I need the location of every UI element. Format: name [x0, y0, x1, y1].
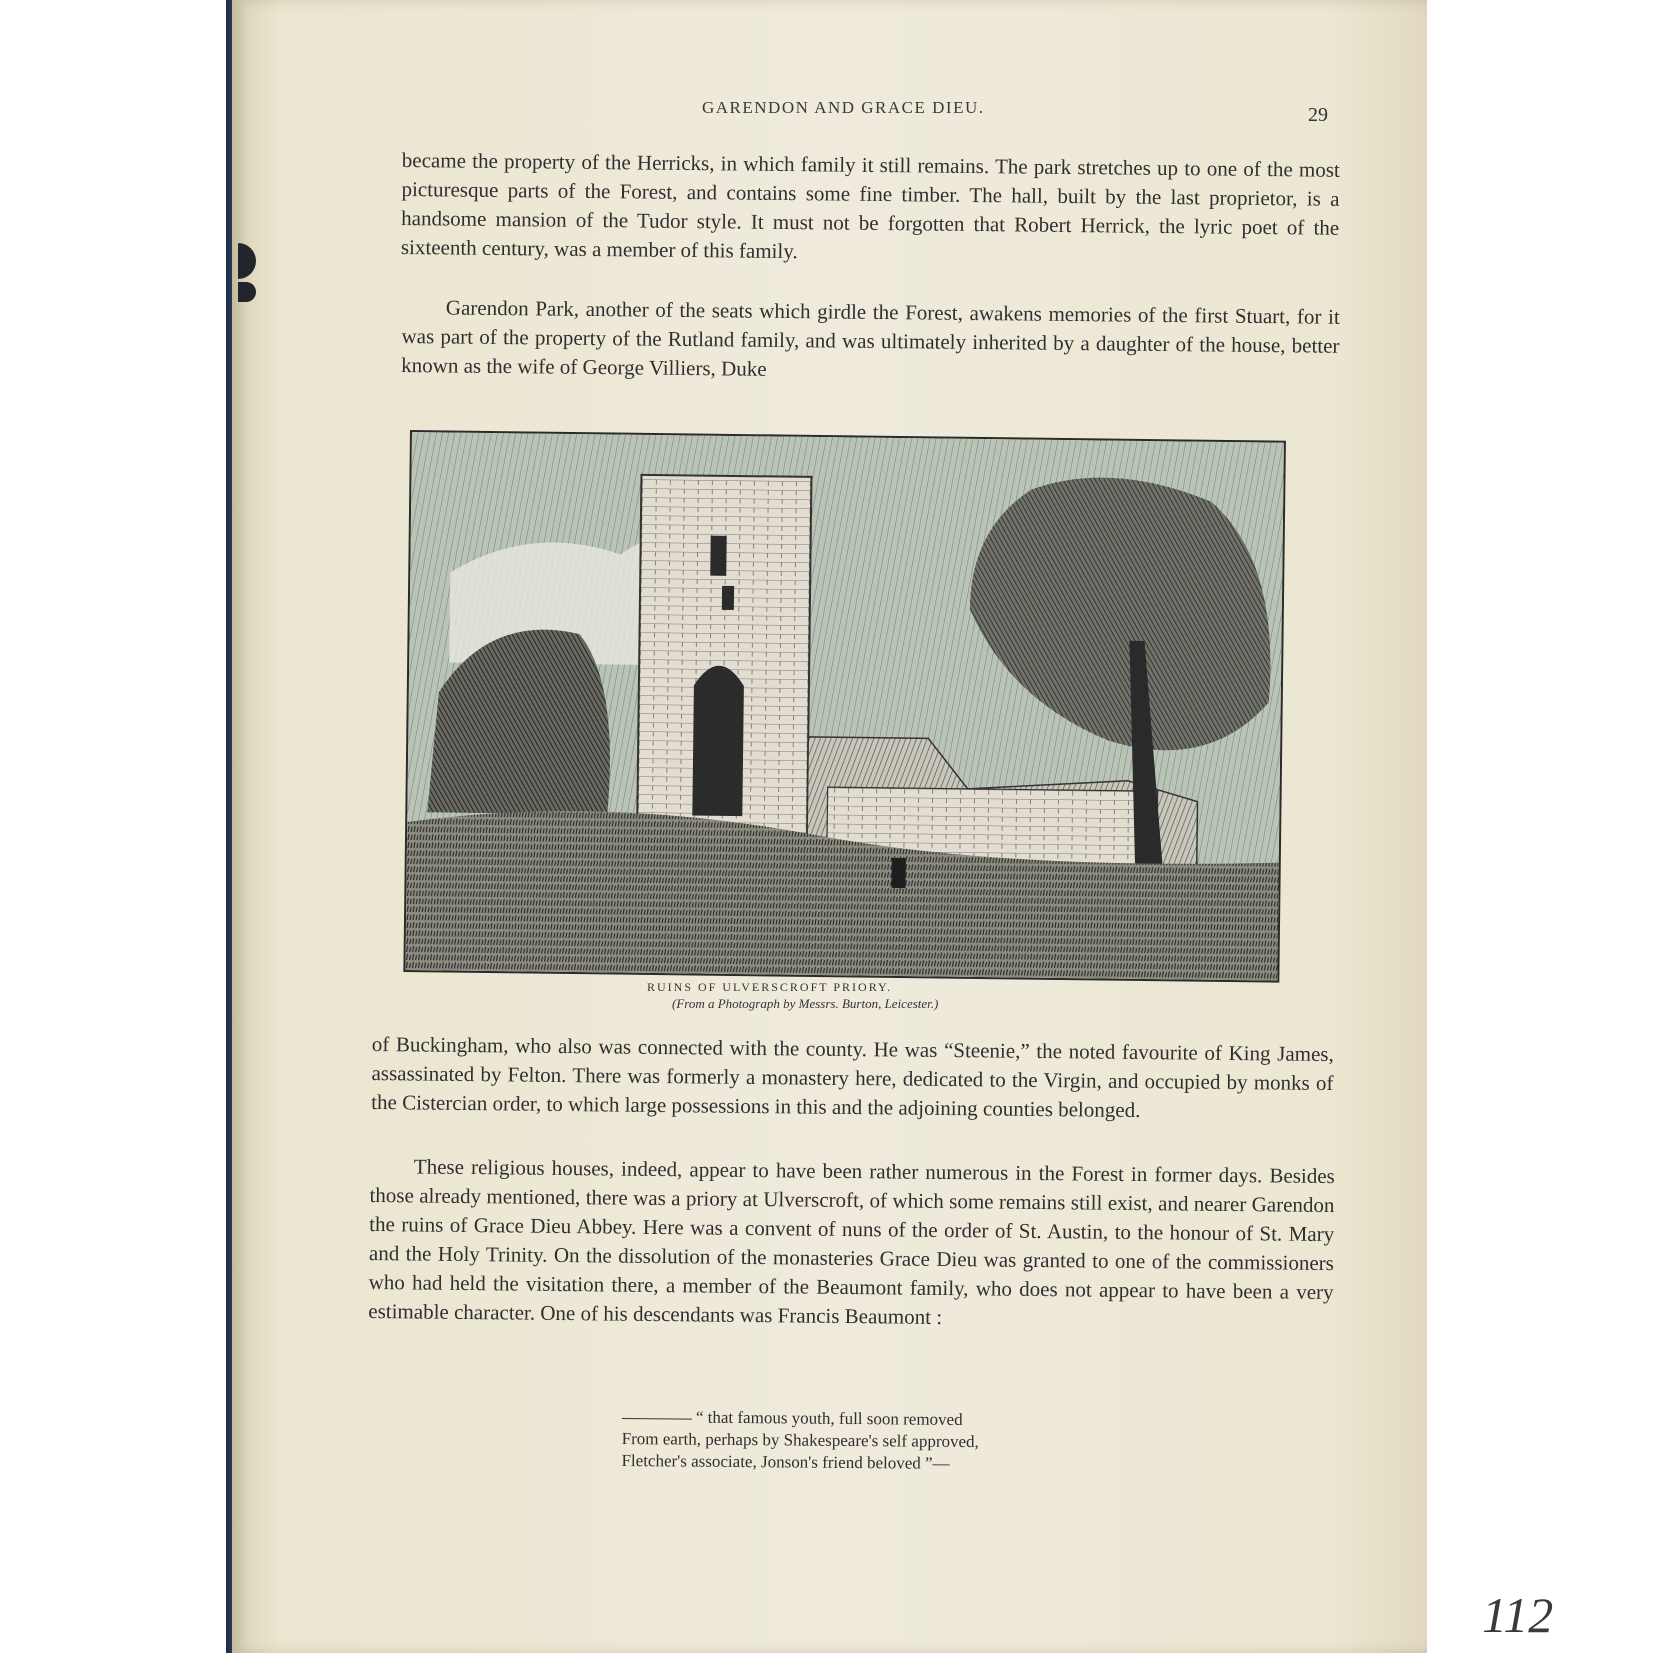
tower-archway: [692, 665, 744, 816]
tower-window: [722, 586, 734, 610]
engraving-illustration: [403, 430, 1286, 983]
paragraph: Garendon Park, another of the seats which girdle the Forest, awakens memories of the first Stuart, for it was part of the property of the Rutland family, and was ultimately inherited by a daughter of the house, better known as the wife of George Villiers, Duke: [401, 295, 1340, 381]
verse-line: From earth, perhaps by Shakespeare's self approved,: [621, 1428, 979, 1452]
verse-line: Fletcher's associate, Jonson's friend beloved ”—: [621, 1450, 950, 1473]
verse-line: “ that famous youth, full soon removed: [695, 1407, 963, 1429]
paragraph: of Buckingham, who also was connected with the county. He was “Steenie,” the noted favourite of King James, assassinated by Felton. There was formerly a monastery here, dedicated to the Virgin, and occupied by monks of the Cistercian order, to which large possessions in this and the adjoining counties belonged.: [371, 1031, 1334, 1123]
figure-caption-source: (From a Photograph by Messrs. Burton, Leicester.): [672, 996, 939, 1011]
tower-window: [710, 536, 726, 576]
paragraph: became the property of the Herricks, in which family it still remains. The park stretches up to one of the most picturesque parts of the Forest, and contains some fine timber. The hall, built by the last proprietor, is a handsome mansion of the Tudor style. It must not be forgotten that Robert Herrick, the lyric poet of the sixteenth century, was a member of this family.: [400, 147, 1340, 264]
book-page: [232, 0, 1554, 1653]
verse-quotation: [621, 1406, 979, 1475]
paragraph: These religious houses, indeed, appear to have been rather numerous in the Forest in former days. Besides those already mentioned, there was a priory at Ulverscroft, of which some remains still exist, and nearer Garendon the ruins of Grace Dieu Abbey. Here was a convent of nuns of the order of St. Austin, to the honour of St. Mary and the Holy Trinity. On the dissolution of the monasteries Grace Dieu was granted to one of the commissioners who had held the visitation there, a member of the Beaumont family, who does not appear to have been a very estimable character. One of his descendants was Francis Beaumont :: [368, 1154, 1335, 1329]
page-number: 29: [1308, 104, 1328, 126]
figure-person: [891, 858, 905, 888]
running-head: GARENDON AND GRACE DIEU.: [702, 98, 985, 117]
figure-caption-title: RUINS OF ULVERSCROFT PRIORY.: [647, 980, 893, 994]
binding-hole: [238, 282, 256, 302]
handwritten-note: 112: [1482, 1587, 1554, 1643]
em-rule: [622, 1418, 692, 1420]
background-margin: [0, 0, 232, 1653]
binding-hole: [238, 243, 256, 279]
